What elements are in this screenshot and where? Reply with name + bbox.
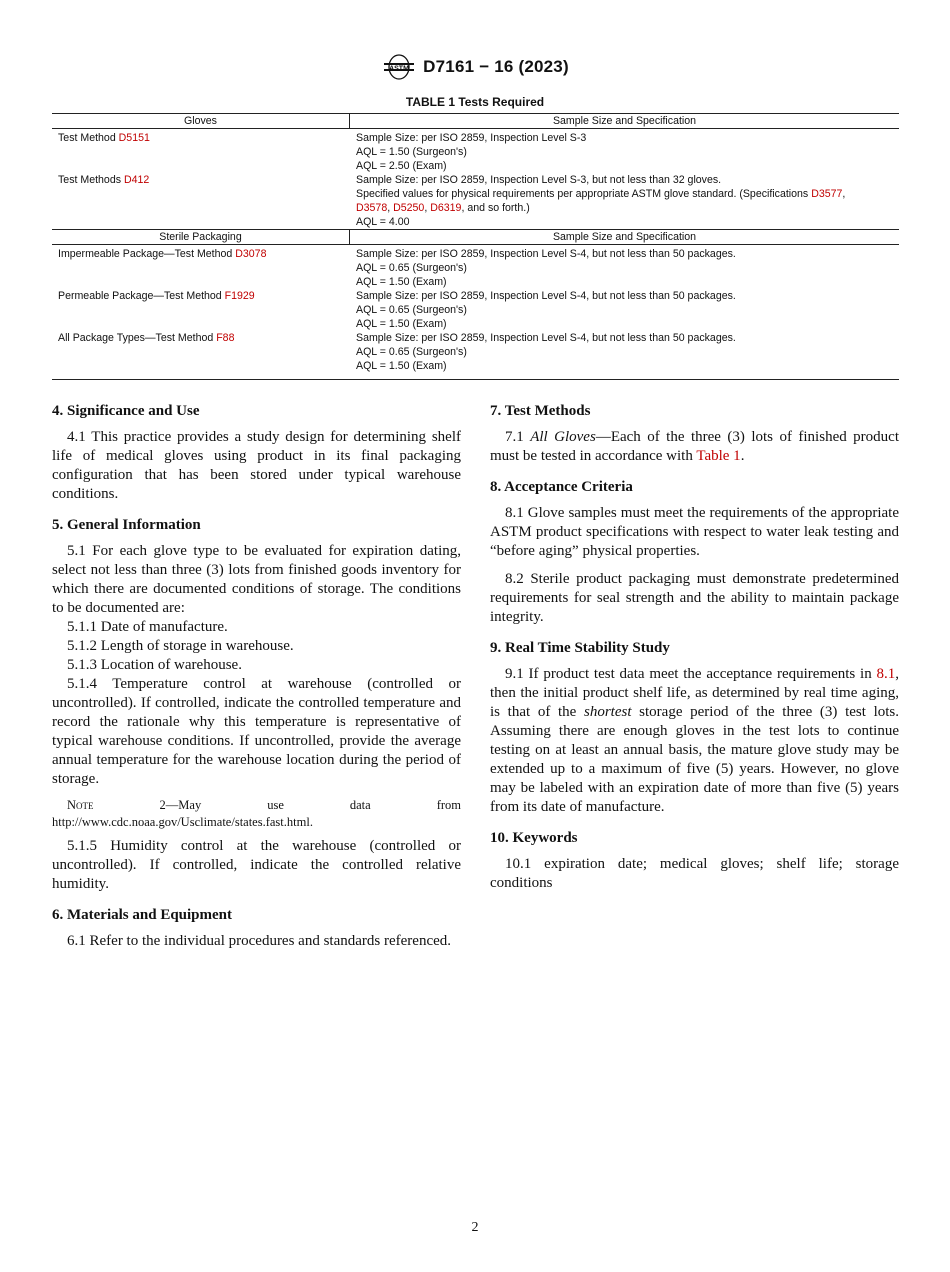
ref-link-d3577[interactable]: D3577 <box>811 188 843 200</box>
row-label: Permeable Package—Test Method F1929 <box>58 290 255 302</box>
header-cell: Sterile Packaging <box>52 230 350 244</box>
paragraph: 5.1 For each glove type to be evaluated for expiration dating, select not less than three (3) lots from finished goods inventory for which there are documented conditions of storage. The conditions to be documented are: <box>52 543 461 616</box>
section-8-1-link[interactable]: 8.1 <box>876 666 896 682</box>
paragraph: 5.1.4 Temperature control at warehouse (controlled or uncontrolled). If controlled, indicate the controlled temperature and record the rationale why this temperature is representative of typical warehouse conditions. If uncontrolled, provide the average annual temperature for the warehouse location during the period of storage. <box>52 676 461 787</box>
table-row <box>52 247 899 289</box>
paragraph: 5.1.3 Location of warehouse. <box>67 657 242 673</box>
ref-link-d5250[interactable]: D5250 <box>393 202 425 214</box>
header-cell: Gloves <box>52 114 350 128</box>
ref-link-d5151[interactable]: D5151 <box>118 132 150 144</box>
ref-link-d3578[interactable]: D3578 <box>356 202 388 214</box>
astm-logo-text: ASTM <box>389 65 410 73</box>
paragraph: 4.1 This practice provides a study design for determining shelf life of medical gloves using product in its final packaging configuration that has been stored under typical warehouse conditions. <box>52 429 461 502</box>
paragraph: 7.1 All Gloves—Each of the three (3) lots of finished product must be tested in accordance with Table 1. <box>490 429 899 464</box>
row-label: Test Methods D412 <box>58 174 150 186</box>
paragraph: 8.2 Sterile product packaging must demonstrate predetermined requirements for seal strength and the ability to maintain package integrity. <box>490 571 899 625</box>
table-row <box>52 131 899 173</box>
row-spec: Sample Size: per ISO 2859, Inspection Level S-4, but not less than 50 packages. AQL = 0.65 (Surgeon's) AQL = 1.50 (Exam) <box>356 248 736 288</box>
paragraph: 5.1.2 Length of storage in warehouse. <box>67 638 294 654</box>
section-heading: 8. Acceptance Criteria <box>490 479 633 495</box>
section-heading: 7. Test Methods <box>490 403 591 419</box>
paragraph: 5.1.5 Humidity control at the warehouse (controlled or uncontrolled). If controlled, indicate the controlled relative humidity. <box>52 838 461 892</box>
header-cell: Sample Size and Specification <box>552 115 697 127</box>
paragraph: 5.1.1 Date of manufacture. <box>67 619 228 635</box>
table-row <box>52 173 899 229</box>
tests-required-table <box>52 113 899 380</box>
left-column <box>52 402 461 951</box>
paragraph: 9.1 If product test data meet the acceptance requirements in 8.1, then the initial product shelf life, as determined by real time aging, is that of the shortest storage period of the three (3) test lots. Assuming there are enough gloves in the test lots to continue testing on at least an annual basis, the mature glove study may be extended up to a maximum of five (5) years. However, no glove may be labeled with an expiration date of more than five (5) years from its date of manufacture. <box>490 666 899 815</box>
section-heading: 5. General Information <box>52 517 201 533</box>
ref-link-d412[interactable]: D412 <box>123 174 150 186</box>
section-heading: 9. Real Time Stability Study <box>490 640 670 656</box>
ref-link-f1929[interactable]: F1929 <box>224 290 255 302</box>
row-label: All Package Types—Test Method F88 <box>58 332 235 344</box>
table-1-link[interactable]: Table 1 <box>696 448 741 464</box>
section-heading: 10. Keywords <box>490 830 578 846</box>
page-number: 2 <box>471 1220 479 1235</box>
ref-link-f88[interactable]: F88 <box>216 332 235 344</box>
note: Note 2—May use data from http://www.cdc.noaa.gov/Usclimate/states.fast.html. <box>52 798 461 829</box>
paragraph: 8.1 Glove samples must meet the requirements of the appropriate ASTM product specifications with respect to water leak testing and “before aging” physical properties. <box>490 505 899 559</box>
page-header <box>0 52 950 87</box>
row-label: Impermeable Package—Test Method D3078 <box>58 248 267 260</box>
table-row <box>52 289 899 331</box>
paragraph: 10.1 expiration date; medical gloves; shelf life; storage conditions <box>490 856 899 891</box>
paragraph: 6.1 Refer to the individual procedures and standards referenced. <box>67 933 452 949</box>
header-cell: Sample Size and Specification <box>552 231 697 243</box>
section-heading: 4. Significance and Use <box>52 403 200 419</box>
table-header-row <box>52 229 899 245</box>
row-spec: Sample Size: per ISO 2859, Inspection Level S-4, but not less than 50 packages. AQL = 0.65 (Surgeon's) AQL = 1.50 (Exam) <box>356 332 736 372</box>
document-id: D7161 − 16 (2023) <box>423 57 569 76</box>
row-spec: Sample Size: per ISO 2859, Inspection Level S-4, but not less than 50 packages. AQL = 0.65 (Surgeon's) AQL = 1.50 (Exam) <box>356 290 736 330</box>
astm-logo-icon <box>381 52 417 82</box>
table-row <box>52 331 899 373</box>
table-caption: TABLE 1 Tests Required <box>405 95 545 109</box>
row-label: Test Method D5151 <box>58 132 150 144</box>
ref-link-d3078[interactable]: D3078 <box>235 248 267 260</box>
table-header-row <box>52 114 899 129</box>
row-spec: Sample Size: per ISO 2859, Inspection Level S-3, but not less than 32 gloves. Specified values for physical requirements per appropriate ASTM glove standard. (Specifications D3577, D3578, D5250, D6319, and so forth.) AQL = 4.00 <box>356 174 846 228</box>
ref-link-d6319[interactable]: D6319 <box>430 202 462 214</box>
section-heading: 6. Materials and Equipment <box>52 907 233 923</box>
row-spec: Sample Size: per ISO 2859, Inspection Level S-3 AQL = 1.50 (Surgeon's) AQL = 2.50 (Exam) <box>356 132 587 172</box>
right-column <box>490 402 899 893</box>
